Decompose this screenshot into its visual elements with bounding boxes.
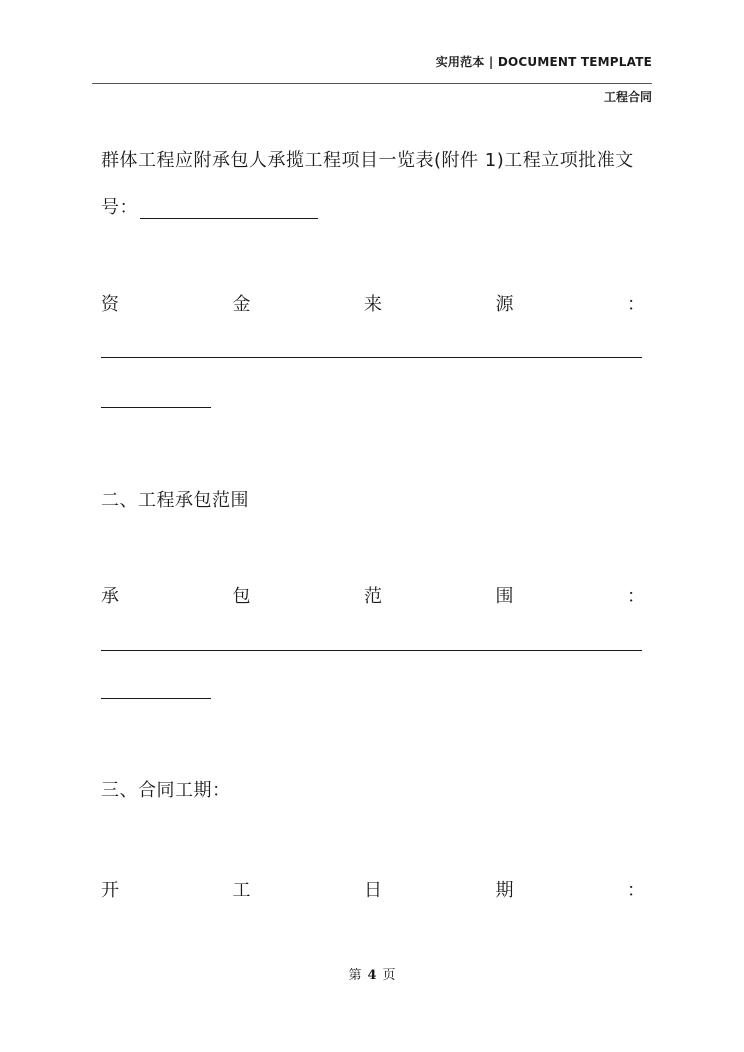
start-date-char: 开: [101, 880, 119, 901]
fund-source-char: 来: [364, 294, 382, 315]
page-header-title: 实用范本 | DOCUMENT TEMPLATE: [435, 55, 652, 69]
page-header-subtitle: 工程合同: [603, 90, 652, 104]
fund-source-colon: ：: [627, 294, 645, 315]
header-divider: [92, 83, 652, 84]
scope-blank-line-short: [101, 698, 211, 699]
paragraph-line-1: 群体工程应附承包人承揽工程项目一览表(附件 1)工程立项批准文: [101, 150, 634, 171]
start-date-char: 期: [495, 880, 514, 901]
fund-source-char: 资: [101, 294, 119, 315]
fund-source-blank-line-short: [101, 407, 211, 408]
fund-source-char: 金: [232, 294, 251, 315]
scope-char: 承: [101, 586, 119, 607]
page-number: 4: [367, 968, 377, 983]
start-date-label: [101, 876, 645, 902]
page-footer: [0, 964, 744, 983]
start-date-char: 日: [364, 880, 382, 901]
scope-colon: ：: [627, 586, 645, 607]
section-3-title: 三、合同工期：: [101, 780, 231, 801]
paragraph-line-2: [101, 193, 318, 219]
approval-number-label: 号：: [101, 197, 138, 218]
fund-source-char: 源: [495, 294, 514, 315]
scope-char: 包: [232, 586, 251, 607]
page-number-suffix: 页: [382, 968, 396, 983]
scope-label: [101, 582, 645, 608]
approval-number-blank: [140, 200, 318, 219]
fund-source-label: [101, 290, 645, 316]
section-2-title: 二、工程承包范围: [101, 490, 249, 511]
start-date-char: 工: [232, 880, 251, 901]
scope-char: 围: [495, 586, 514, 607]
page-number-prefix: 第: [348, 968, 362, 983]
scope-blank-line: [101, 650, 642, 651]
fund-source-blank-line: [101, 357, 642, 358]
start-date-colon: ：: [627, 880, 645, 901]
scope-char: 范: [364, 586, 382, 607]
